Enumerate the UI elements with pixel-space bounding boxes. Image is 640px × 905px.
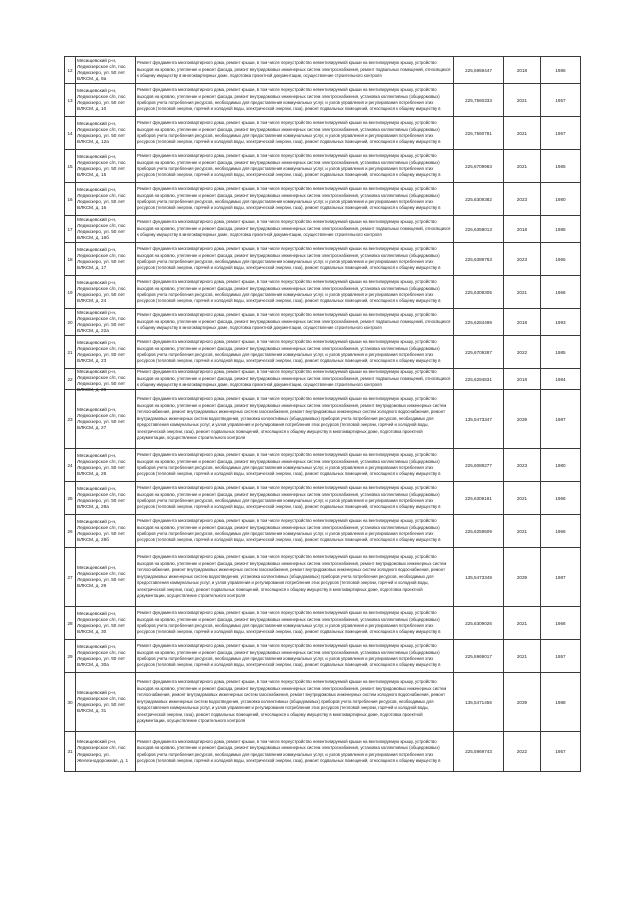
work-description-cell (136, 607, 454, 640)
work-description-cell (136, 309, 454, 336)
repair-year-cell: 2022 (504, 336, 541, 369)
work-description-cell-text: Ремонт фундамента многоквартирного дома, ремонт крыши, в том числе переустройство невентилируемой крыши на вентилируемую крышу, устройство выходов на кровлю, утепление и ремонт фасада, ремонт внутридомовых инженерных систем электроснабжения, установка коллективных (общедомовых) приборов учета потребления ресурсов, необходимых для предоставления коммунальных услуг, и узлов управления и регулирования потребления этих ресурсов (тепловой энергии, горячей и холодной воды, электрической энергии, газа), ремонт подвальных помещений, относящихся к общему имуществу в (137, 452, 441, 477)
work-description-cell (136, 150, 454, 183)
work-description-cell (136, 732, 454, 772)
row-number: 13 (65, 84, 76, 117)
build-year-cell: 1987 (541, 390, 581, 449)
table-row (65, 482, 581, 515)
row-number: 27 (65, 548, 76, 607)
build-year-cell: 1966 (541, 276, 581, 309)
row-number: 19 (65, 276, 76, 309)
address-cell-text: Мясищевский р-н, Ледмозерское с/п, пос Ледмозеро, ул. 50 лет ВЛКСМ, д. 30а (77, 643, 126, 668)
row-number: 30 (65, 673, 76, 732)
address-cell (76, 57, 136, 84)
cost-cell: 225,5969743 (454, 732, 504, 772)
address-cell-text: Мясищевский р-н, Ледмозерское с/п, пос Ледмозеро, ул. 50 лет ВЛКСМ, д. 12а (77, 120, 126, 145)
cost-cell: 225,6309181 (454, 482, 504, 515)
address-cell-text: Мясищевский р-н, Ледмозерское с/п, пос Ледмозеро, ул. 50 лет ВЛКСМ, д. 16б (77, 216, 126, 241)
work-description-cell (136, 449, 454, 482)
repair-year-cell: 2018 (504, 309, 541, 336)
row-number: 25 (65, 482, 76, 515)
build-year-cell: 1985 (541, 336, 581, 369)
table-body (65, 57, 581, 772)
build-year-cell: 1987 (541, 548, 581, 607)
address-cell (76, 216, 136, 243)
table-row (65, 369, 581, 390)
address-cell (76, 732, 136, 772)
work-description-cell (136, 673, 454, 732)
address-cell-text: Мясищевский р-н, Ледмозерское с/п, пос Ледмозеро, ул. 50 лет ВЛКСМ, д. 22а (77, 309, 126, 334)
build-year-cell: 1966 (541, 515, 581, 548)
address-cell-text: Мясищевский р-н, Ледмозерское с/п, пос Ледмозеро, ул. 50 лет ВЛКСМ, д. 29 (77, 564, 126, 589)
work-description-cell-text: Ремонт фундамента многоквартирного дома, ремонт крыши, в том числе переустройство невентилируемой крыши на вентилируемую крышу, устройство выходов на кровлю, утепление и ремонт фасада, ремонт внутридомовых инженерных систем электроснабжения, установка коллективных (общедомовых) приборов учета потребления ресурсов, необходимых для предоставления коммунальных услуг, и узлов управления и регулирования потребления этих ресурсов (тепловой энергии, горячей и холодной воды, электрической энергии, газа), ремонт подвальных помещений, относящихся к общему имуществу в (137, 485, 441, 510)
address-cell (76, 548, 136, 607)
work-description-cell (136, 640, 454, 673)
work-description-cell-text: Ремонт фундамента многоквартирного дома, ремонт крыши, в том числе переустройство невентилируемой крыши на вентилируемую крышу, устройство выходов на кровлю, утепление и ремонт фасада, ремонт внутридомовых инженерных систем электроснабжения, ремонт подвальных помещений, относящихся к общему имуществу в многоквартирных доме, подготовка проектной документации, осуществление строительного контроля (137, 219, 451, 238)
table-row (65, 150, 581, 183)
repair-year-cell: 2021 (504, 607, 541, 640)
build-year-cell: 1980 (541, 449, 581, 482)
repair-year-cell: 2021 (504, 640, 541, 673)
repair-year-cell: 2021 (504, 482, 541, 515)
build-year-cell: 1957 (541, 640, 581, 673)
repair-year-cell: 2018 (504, 57, 541, 84)
repair-year-cell: 2039 (504, 548, 541, 607)
address-cell-text: Мясищевский р-н, Ледмозерское с/п, пос Ледмозеро, ул. 50 лет ВЛКСМ, д. 28 (77, 452, 126, 477)
row-number: 20 (65, 309, 76, 336)
address-cell-text: Мясищевский р-н, Ледмозерское с/п, пос Ледмозеро, ул. 50 лет ВЛКСМ, д. 30 (77, 610, 126, 635)
work-description-cell-text: Ремонт фундамента многоквартирного дома, ремонт крыши, в том числе переустройство невентилируемой крыши на вентилируемую крышу, устройство выходов на кровлю, утепление и ремонт фасада, ремонт внутридомовых инженерных систем электроснабжения, установка коллективных (общедомовых) приборов учета потребления ресурсов, необходимых для предоставления коммунальных услуг, и узлов управления и регулирования потребления этих ресурсов (тепловой энергии, горячей и холодной воды, электрической энергии, газа), ремонт подвальных помещений, относящихся к общему имуществу в (137, 518, 441, 543)
table-row (65, 390, 581, 449)
work-description-cell-text: Ремонт фундамента многоквартирного дома, ремонт крыши, в том числе переустройство невентилируемой крыши на вентилируемую крышу, устройство выходов на кровлю, утепление и ремонт фасада, ремонт внутридомовых инженерных систем электроснабжения, ремонт внутридомовых инженерных систем теплоснабжения, ремонт внутридомовых инженерных систем газоснабжения, ремонт внутридомовых инженерных систем холодного водоснабжения, ремонт внутридомовых инженерных систем водоотведения, установка коллективных (общедомовых) приборов учета потребления ресурсов, необходимых для предоставления коммунальных услуг, и узлов управления и регулирования потребления этих ресурсов (тепловой энергии, горячей и холодной воды, электрической энергии, газа), ремонт подвальных помещений, относящихся к общему имуществу в многоквартирных доме, подготовка проектной документации, осуществление строительного контроля (137, 396, 447, 441)
work-description-cell (136, 84, 454, 117)
work-description-cell-text: Ремонт фундамента многоквартирного дома, ремонт крыши, в том числе переустройство невентилируемой крыши на вентилируемую крышу, устройство выходов на кровлю, утепление и ремонт фасада, ремонт внутридомовых инженерных систем электроснабжения, ремонт подвальных помещений, относящихся к общему имуществу в многоквартирных доме, подготовка проектной документации, осуществление строительного контроля (137, 369, 451, 388)
row-number: 18 (65, 243, 76, 276)
work-description-cell-text: Ремонт фундамента многоквартирного дома, ремонт крыши, в том числе переустройство невентилируемой крыши на вентилируемую крышу, устройство выходов на кровлю, утепление и ремонт фасада, ремонт внутридомовых инженерных систем электроснабжения, установка коллективных (общедомовых) приборов учета потребления ресурсов, необходимых для предоставления коммунальных услуг, и узлов управления и регулирования потребления этих ресурсов (тепловой энергии, горячей и холодной воды, электрической энергии, газа), ремонт подвальных помещений, относящихся к общему имуществу в (137, 339, 441, 364)
row-number: 12 (65, 57, 76, 84)
table-row (65, 84, 581, 117)
cost-cell: 225,6959447 (454, 57, 504, 84)
repair-year-cell: 2039 (504, 673, 541, 732)
address-cell-text: Мясищевский р-н, Ледмозерское с/п, пос Ледмозеро, ул. 50 лет ВЛКСМ, д. 28б (77, 518, 126, 543)
row-number: 23 (65, 390, 76, 449)
cost-cell: 225,6359013 (454, 216, 504, 243)
address-cell-text: Мясищевский р-н, Ледмозерское с/п, пос Ледмозеро, ул. 50 лет ВЛКСМ, д. 24 (77, 279, 126, 304)
repair-year-cell: 2023 (504, 449, 541, 482)
table-row (65, 673, 581, 732)
work-description-cell-text: Ремонт фундамента многоквартирного дома, ремонт крыши, в том числе переустройство невентилируемой крыши на вентилируемую крышу, устройство выходов на кровлю, утепление и ремонт фасада, ремонт внутридомовых инженерных систем электроснабжения, ремонт подвальных помещений, относящихся к общему имуществу в многоквартирных доме, подготовка проектной документации, осуществление строительного контроля (137, 312, 451, 331)
cost-cell: 225,6709963 (454, 150, 504, 183)
address-cell (76, 243, 136, 276)
address-cell (76, 515, 136, 548)
address-cell (76, 150, 136, 183)
cost-cell: 135,5471456 (454, 673, 504, 732)
repair-year-cell: 2021 (504, 276, 541, 309)
work-description-cell (136, 336, 454, 369)
address-cell-text: Мясищевский р-н, Ледмозерское с/п, пос Ледмозеро, ул. 50 лет ВЛКСМ, д. 17 (77, 246, 126, 271)
address-cell (76, 369, 136, 393)
address-cell-text: Мясищевский р-н, Ледмозерское с/п, пос Ледмозеро, ул. 50 лет ВЛКСМ, д. 9а (77, 57, 126, 82)
address-cell-text: Мясищевский р-н, Ледмозерское с/п, пос Ледмозеро, ул. 50 лет ВЛКСМ, д. 27 (77, 406, 126, 431)
build-year-cell: 1988 (541, 673, 581, 732)
address-cell (76, 309, 136, 336)
row-number: 28 (65, 607, 76, 640)
cost-cell: 225,6294831 (454, 369, 504, 390)
work-description-cell (136, 548, 454, 607)
work-description-cell-text: Ремонт фундамента многоквартирного дома, ремонт крыши, в том числе переустройство невентилируемой крыши на вентилируемую крышу, устройство выходов на кровлю, утепление и ремонт фасада, ремонт внутридомовых инженерных систем электроснабжения, установка коллективных (общедомовых) приборов учета потребления ресурсов, необходимых для предоставления коммунальных услуг, и узлов управления и регулирования потребления этих ресурсов (тепловой энергии, горячей и холодной воды, электрической энергии, газа), ремонт подвальных помещений, относящихся к общему имуществу в (137, 153, 441, 178)
repair-year-cell: 2023 (504, 183, 541, 216)
cost-cell: 225,6309305 (454, 276, 504, 309)
cost-cell: 225,7560781 (454, 117, 504, 150)
repair-year-cell: 2022 (504, 732, 541, 772)
cost-cell: 225,6309382 (454, 183, 504, 216)
cost-cell: 225,6309026 (454, 607, 504, 640)
repair-year-cell: 2018 (504, 216, 541, 243)
row-number: 31 (65, 732, 76, 772)
table-row (65, 640, 581, 673)
work-description-cell-text: Ремонт фундамента многоквартирного дома, ремонт крыши, в том числе переустройство невентилируемой крыши на вентилируемую крышу, устройство выходов на кровлю, утепление и ремонт фасада, ремонт внутридомовых инженерных систем электроснабжения, установка коллективных (общедомовых) приборов учета потребления ресурсов, необходимых для предоставления коммунальных услуг, и узлов управления и регулирования потребления этих ресурсов (тепловой энергии, горячей и холодной воды, электрической энергии, газа), ремонт подвальных помещений, относящихся к общему имуществу в (137, 87, 441, 112)
table-row (65, 243, 581, 276)
work-description-cell-text: Ремонт фундамента многоквартирного дома, ремонт крыши, в том числе переустройство невентилируемой крыши на вентилируемую крышу, устройство выходов на кровлю, утепление и ремонт фасада, ремонт внутридомовых инженерных систем электроснабжения, установка коллективных (общедомовых) приборов учета потребления ресурсов, необходимых для предоставления коммунальных услуг, и узлов управления и регулирования потребления этих ресурсов (тепловой энергии, горячей и холодной воды, электрической энергии, газа), ремонт подвальных помещений, относящихся к общему имуществу в (137, 279, 441, 304)
work-description-cell (136, 117, 454, 150)
row-number: 22 (65, 369, 76, 390)
row-number: 14 (65, 117, 76, 150)
address-cell (76, 336, 136, 369)
cost-cell: 225,6709287 (454, 336, 504, 369)
cost-cell: 135,5473349 (454, 548, 504, 607)
cost-cell: 135,5473347 (454, 390, 504, 449)
table-row (65, 449, 581, 482)
repair-year-cell: 2023 (504, 243, 541, 276)
build-year-cell: 1980 (541, 183, 581, 216)
cost-cell: 225,7560333 (454, 84, 504, 117)
row-number: 17 (65, 216, 76, 243)
row-number: 16 (65, 183, 76, 216)
row-number: 15 (65, 150, 76, 183)
build-year-cell: 1966 (541, 607, 581, 640)
cost-cell: 225,5969017 (454, 640, 504, 673)
table-row (65, 276, 581, 309)
address-cell-text: Мясищевский р-н, Ледмозерское с/п, пос Ледмозеро, ул. Железнодорожная, д. 1 (77, 739, 129, 763)
cost-cell: 225,6284499 (454, 309, 504, 336)
work-description-cell-text: Ремонт фундамента многоквартирного дома, ремонт крыши, в том числе переустройство невентилируемой крыши на вентилируемую крышу, устройство выходов на кровлю, утепление и ремонт фасада, ремонт внутридомовых инженерных систем электроснабжения, установка коллективных (общедомовых) приборов учета потребления ресурсов, необходимых для предоставления коммунальных услуг, и узлов управления и регулирования потребления этих ресурсов (тепловой энергии, горячей и холодной воды, электрической энергии, газа), ремонт подвальных помещений, относящихся к общему имуществу в (137, 643, 441, 668)
build-year-cell: 1965 (541, 243, 581, 276)
work-description-cell (136, 183, 454, 216)
repair-year-cell: 2021 (504, 84, 541, 117)
address-cell (76, 183, 136, 216)
address-cell-text: Мясищевский р-н, Ледмозерское с/п, пос Ледмозеро, ул. 50 лет ВЛКСМ, д. 16 (77, 186, 126, 211)
row-number: 29 (65, 640, 76, 673)
address-cell-text: Мясищевский р-н, Ледмозерское с/п, пос Ледмозеро, ул. 50 лет ВЛКСМ, д. 15 (77, 153, 126, 178)
work-description-cell-text: Ремонт фундамента многоквартирного дома, ремонт крыши, в том числе переустройство невентилируемой крыши на вентилируемую крышу, устройство выходов на кровлю, утепление и ремонт фасада, ремонт внутридомовых инженерных систем электроснабжения, установка коллективных (общедомовых) приборов учета потребления ресурсов, необходимых для предоставления коммунальных услуг, и узлов управления и регулирования потребления этих ресурсов (тепловой энергии, горячей и холодной воды, электрической энергии, газа), ремонт подвальных помещений, относящихся к общему имуществу в (137, 120, 441, 145)
build-year-cell: 1986 (541, 57, 581, 84)
work-description-cell (136, 390, 454, 449)
work-description-cell (136, 369, 454, 390)
work-description-cell-text: Ремонт фундамента многоквартирного дома, ремонт крыши, в том числе переустройство невентилируемой крыши на вентилируемую крышу, устройство выходов на кровлю, утепление и ремонт фасада, ремонт внутридомовых инженерных систем электроснабжения, установка коллективных (общедомовых) приборов учета потребления ресурсов, необходимых для предоставления коммунальных услуг, и узлов управления и регулирования потребления этих ресурсов (тепловой энергии, горячей и холодной воды, электрической энергии, газа), ремонт подвальных помещений, относящихся к общему имуществу в (137, 738, 441, 763)
repair-year-cell: 2021 (504, 117, 541, 150)
cost-cell: 225,6259509 (454, 515, 504, 548)
address-cell (76, 390, 136, 449)
address-cell-text: Мясищевский р-н, Ледмозерское с/п, пос Ледмозеро, ул. 50 лет ВЛКСМ, д. 28а (77, 485, 126, 510)
table-row (65, 515, 581, 548)
row-number: 21 (65, 336, 76, 369)
address-cell (76, 84, 136, 117)
table-row (65, 309, 581, 336)
address-cell-text: Мясищевский р-н, Ледмозерское с/п, пос Ледмозеро, ул. 50 лет ВЛКСМ, д. 31 (77, 689, 126, 714)
repair-year-cell: 2039 (504, 390, 541, 449)
work-description-cell-text: Ремонт фундамента многоквартирного дома, ремонт крыши, в том числе переустройство невентилируемой крыши на вентилируемую крышу, устройство выходов на кровлю, утепление и ремонт фасада, ремонт внутридомовых инженерных систем электроснабжения, установка коллективных (общедомовых) приборов учета потребления ресурсов, необходимых для предоставления коммунальных услуг, и узлов управления и регулирования потребления этих ресурсов (тепловой энергии, горячей и холодной воды, электрической энергии, газа), ремонт подвальных помещений, относящихся к общему имуществу в (137, 186, 441, 211)
build-year-cell: 1984 (541, 369, 581, 390)
build-year-cell: 1993 (541, 309, 581, 336)
build-year-cell: 1957 (541, 84, 581, 117)
work-description-cell-text: Ремонт фундамента многоквартирного дома, ремонт крыши, в том числе переустройство невентилируемой крыши на вентилируемую крышу, устройство выходов на кровлю, утепление и ремонт фасада, ремонт внутридомовых инженерных систем электроснабжения, ремонт внутридомовых инженерных систем теплоснабжения, ремонт внутридомовых инженерных систем газоснабжения, ремонт внутридомовых инженерных систем холодного водоснабжения, ремонт внутридомовых инженерных систем водоотведения, установка коллективных (общедомовых) приборов учета потребления ресурсов, необходимых для предоставления коммунальных услуг, и узлов управления и регулирования потребления этих ресурсов (тепловой энергии, горячей и холодной воды, электрической энергии, газа), ремонт подвальных помещений, относящихся к общему имуществу в многоквартирных доме, подготовка проектной документации, осуществление строительного контроля (137, 554, 447, 599)
address-cell (76, 117, 136, 150)
work-description-cell-text: Ремонт фундамента многоквартирного дома, ремонт крыши, в том числе переустройство невентилируемой крыши на вентилируемую крышу, устройство выходов на кровлю, утепление и ремонт фасада, ремонт внутридомовых инженерных систем электроснабжения, ремонт внутридомовых инженерных систем теплоснабжения, ремонт внутридомовых инженерных систем газоснабжения, ремонт внутридомовых инженерных систем холодного водоснабжения, ремонт внутридомовых инженерных систем водоотведения, установка коллективных (общедомовых) приборов учета потребления ресурсов, необходимых для предоставления коммунальных услуг, и узлов управления и регулирования потребления этих ресурсов (тепловой энергии, горячей и холодной воды, электрической энергии, газа), ремонт подвальных помещений, относящихся к общему имуществу в многоквартирных доме, подготовка проектной документации, осуществление строительного контроля (137, 679, 447, 724)
table-row (65, 336, 581, 369)
address-cell-text: Мясищевский р-н, Ледмозерское с/п, пос Ледмозеро, ул. 50 лет ВЛКСМ, д. 26 (77, 369, 126, 393)
work-description-cell (136, 482, 454, 515)
build-year-cell: 1966 (541, 482, 581, 515)
work-description-cell (136, 216, 454, 243)
work-description-cell (136, 57, 454, 84)
table-row (65, 117, 581, 150)
build-year-cell: 1957 (541, 117, 581, 150)
address-cell (76, 607, 136, 640)
table-row (65, 732, 581, 772)
work-description-cell-text: Ремонт фундамента многоквартирного дома, ремонт крыши, в том числе переустройство невентилируемой крыши на вентилируемую крышу, устройство выходов на кровлю, утепление и ремонт фасада, ремонт внутридомовых инженерных систем электроснабжения, ремонт подвальных помещений, относящихся к общему имуществу в многоквартирных доме, подготовка проектной документации, осуществление строительного контроля (137, 60, 451, 79)
repair-year-cell: 2018 (504, 369, 541, 390)
work-description-cell (136, 243, 454, 276)
work-description-cell-text: Ремонт фундамента многоквартирного дома, ремонт крыши, в том числе переустройство невентилируемой крыши на вентилируемую крышу, устройство выходов на кровлю, утепление и ремонт фасада, ремонт внутридомовых инженерных систем электроснабжения, установка коллективных (общедомовых) приборов учета потребления ресурсов, необходимых для предоставления коммунальных услуг, и узлов управления и регулирования потребления этих ресурсов (тепловой энергии, горячей и холодной воды, электрической энергии, газа), ремонт подвальных помещений, относящихся к общему имуществу в (137, 246, 441, 271)
address-cell (76, 673, 136, 732)
build-year-cell: 1957 (541, 732, 581, 772)
address-cell (76, 449, 136, 482)
repair-year-cell: 2021 (504, 515, 541, 548)
address-cell (76, 640, 136, 673)
work-description-cell (136, 276, 454, 309)
repair-year-cell: 2021 (504, 150, 541, 183)
address-cell (76, 482, 136, 515)
table-row (65, 216, 581, 243)
address-cell-text: Мясищевский р-н, Ледмозерское с/п, пос Ледмозеро, ул. 50 лет ВЛКСМ, д. 10 (77, 87, 126, 112)
document-page (64, 56, 580, 772)
table-row (65, 548, 581, 607)
table-row (65, 183, 581, 216)
row-number: 24 (65, 449, 76, 482)
work-description-cell-text: Ремонт фундамента многоквартирного дома, ремонт крыши, в том числе переустройство невентилируемой крыши на вентилируемую крышу, устройство выходов на кровлю, утепление и ремонт фасада, ремонт внутридомовых инженерных систем электроснабжения, установка коллективных (общедомовых) приборов учета потребления ресурсов, необходимых для предоставления коммунальных услуг, и узлов управления и регулирования потребления этих ресурсов (тепловой энергии, горячей и холодной воды, электрической энергии, газа), ремонт подвальных помещений, относящихся к общему имуществу в (137, 610, 441, 635)
cost-cell: 225,6389763 (454, 243, 504, 276)
address-cell (76, 276, 136, 309)
table-row (65, 57, 581, 84)
cost-cell: 225,6089277 (454, 449, 504, 482)
work-description-cell (136, 515, 454, 548)
table-row (65, 607, 581, 640)
build-year-cell: 1985 (541, 216, 581, 243)
address-cell-text: Мясищевский р-н, Ледмозерское с/п, пос Ледмозеро, ул. 50 лет ВЛКСМ, д. 23 (77, 339, 126, 364)
row-number: 26 (65, 515, 76, 548)
capital-repair-table (64, 56, 581, 772)
build-year-cell: 1965 (541, 150, 581, 183)
